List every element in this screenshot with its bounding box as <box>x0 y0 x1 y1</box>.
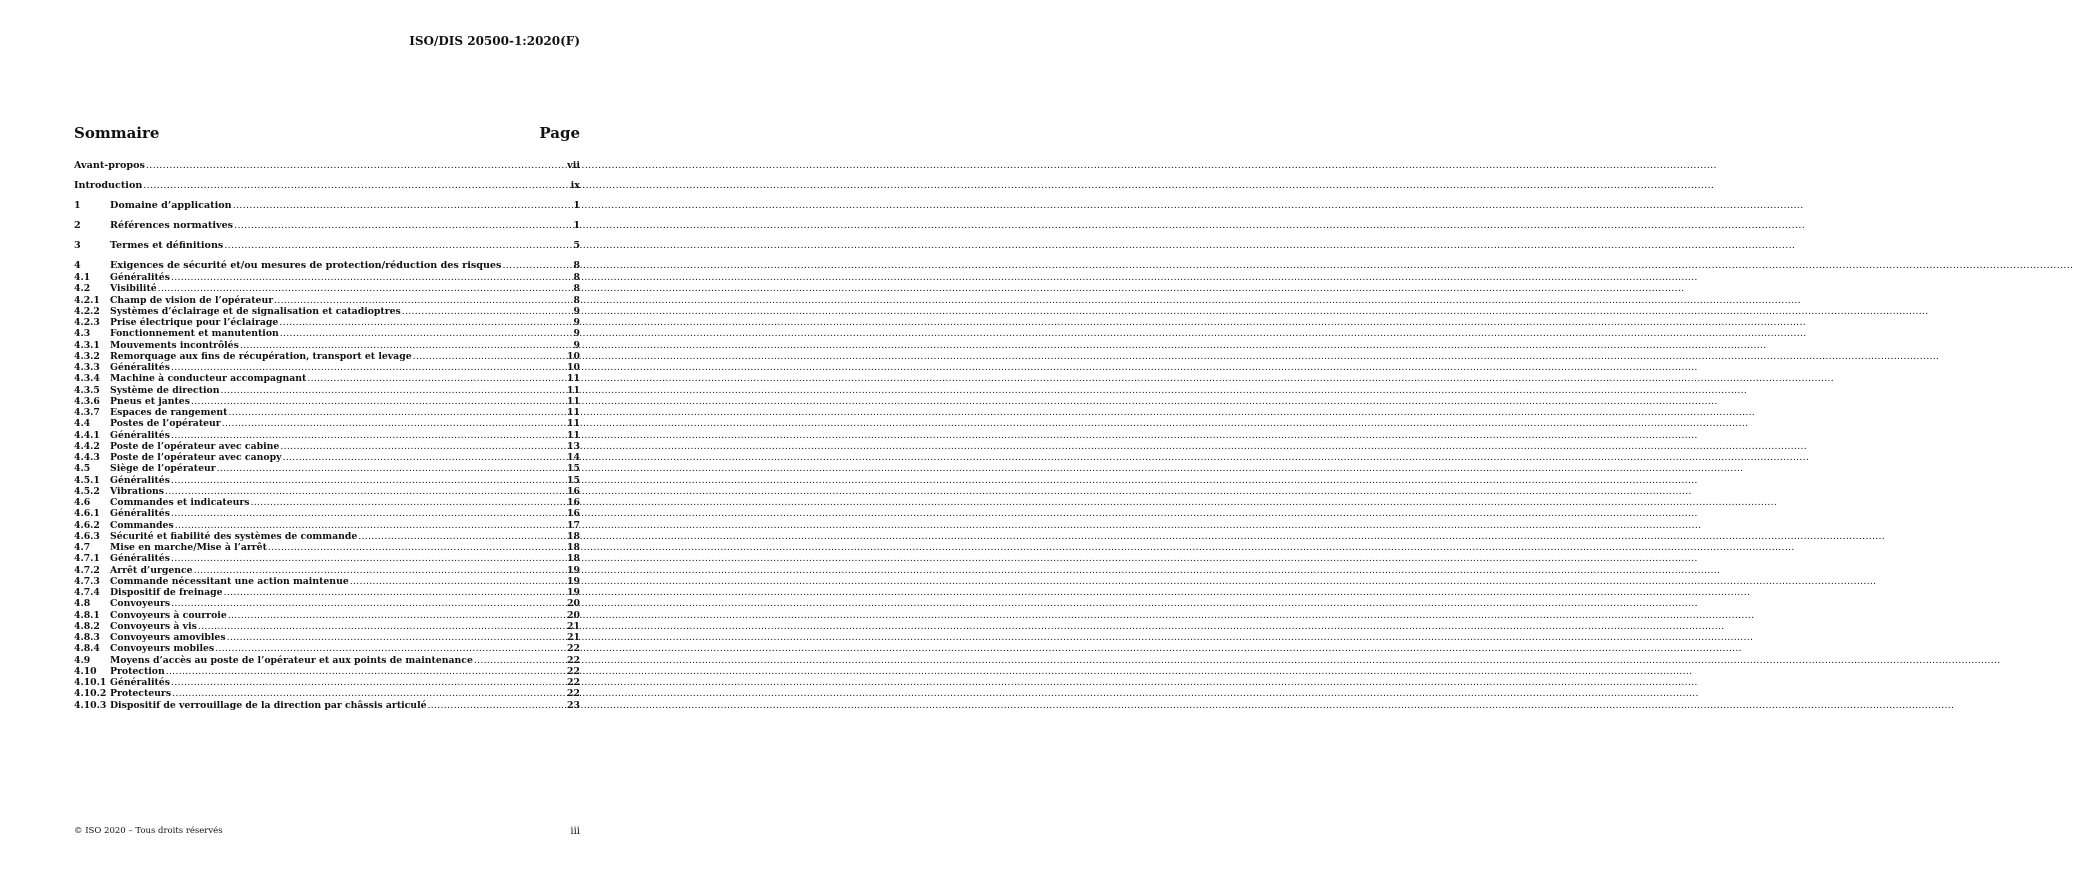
toc-entry-number: 4.3.5 <box>74 384 100 396</box>
toc-entry-title: Généralités <box>110 362 170 373</box>
toc-entry-title: Mise en marche/Mise à l’arrêt <box>110 542 267 553</box>
toc-leader-dots <box>268 542 566 553</box>
toc-entry[interactable] <box>74 240 580 252</box>
toc-entry-number: 4.7.1 <box>74 553 100 565</box>
toc-leader-dots <box>280 441 566 452</box>
toc-entry-number: 4.2.3 <box>74 317 100 328</box>
toc-entry[interactable] <box>74 531 580 542</box>
toc-entry-number: 4 <box>74 260 81 271</box>
toc-leader-dots <box>227 632 566 643</box>
toc-entry-page: 11 <box>567 407 580 418</box>
toc-entry[interactable] <box>74 666 580 677</box>
toc-entry-page: 19 <box>567 575 580 587</box>
toc-entry[interactable] <box>74 655 580 666</box>
toc-entry-number: 4.8.4 <box>74 643 100 655</box>
toc-entry-page: 19 <box>567 564 580 576</box>
toc-entry-number: 3 <box>74 240 81 251</box>
toc-entry-page: 9 <box>573 339 580 351</box>
toc-entry-page: 15 <box>567 474 580 486</box>
toc-leader-dots <box>224 240 572 252</box>
toc-entry-number: 4.6 <box>74 497 91 508</box>
toc-entry-number: 4.7 <box>74 542 91 553</box>
toc-entry[interactable] <box>74 677 580 688</box>
toc-entry-title: Références normatives <box>110 220 234 231</box>
toc-entry[interactable] <box>74 220 580 232</box>
toc-leader-dots <box>474 655 566 666</box>
toc-entry-title: Moyens d’accès au poste de l’opérateur et aux points de maintenance <box>110 654 473 666</box>
toc-entry-page: 16 <box>567 485 580 497</box>
toc-entry-page: 14 <box>567 452 580 463</box>
toc-entry-number: 4.9 <box>74 654 91 666</box>
toc-entry-page: 19 <box>567 587 580 598</box>
toc-leader-dots <box>171 362 566 373</box>
toc-entry-page: 22 <box>567 665 580 677</box>
toc-entry[interactable] <box>74 508 580 519</box>
toc-entry[interactable] <box>74 373 580 384</box>
toc-leader-dots <box>191 396 566 407</box>
toc-entry-title: Termes et définitions <box>110 240 224 251</box>
toc-entry-number: 4.3.2 <box>74 350 100 362</box>
toc-entry[interactable] <box>74 576 580 587</box>
toc-leader-dots <box>217 463 566 474</box>
toc-entry-page: 18 <box>567 542 580 553</box>
toc-entry-number: 4.3.7 <box>74 407 100 418</box>
toc-entry[interactable] <box>74 700 580 711</box>
toc-entry-page: 1 <box>573 220 580 231</box>
toc-entry-page: 22 <box>567 643 580 655</box>
toc-entry[interactable] <box>74 340 580 351</box>
toc-entry[interactable] <box>74 688 580 699</box>
toc-leader-dots <box>222 418 566 429</box>
toc-entry[interactable] <box>74 351 580 362</box>
toc-entry-number: 4.4.3 <box>74 452 100 463</box>
toc-entry-title: Généralités <box>110 272 170 283</box>
toc-entry-page: 8 <box>573 260 580 271</box>
toc-entry-page: 23 <box>567 699 580 711</box>
toc-leader-dots <box>224 587 566 598</box>
toc-entry-title: Commandes <box>110 519 174 531</box>
toc-entry-number: 4.7.2 <box>74 564 100 576</box>
toc-entry-number: 4.4.1 <box>74 429 100 441</box>
toc-entry-title: Généralités <box>110 677 170 688</box>
toc-leader-dots <box>402 306 573 317</box>
toc-entry-number: 4.10.3 <box>74 699 107 711</box>
toc-entry-title: Prise électrique pour l’éclairage <box>110 317 279 328</box>
toc-entry-title: Convoyeurs à courroie <box>110 609 227 621</box>
toc-entry-number: 4.5.2 <box>74 485 100 497</box>
toc-entry-page: 20 <box>567 598 580 610</box>
toc-entry[interactable] <box>74 565 580 576</box>
toc-entry-page: 11 <box>567 373 580 385</box>
toc-entry-title: Dispositif de verrouillage de la direction par châssis articulé <box>110 699 427 711</box>
toc-entry-number: 4.6.3 <box>74 530 100 542</box>
toc-entry[interactable] <box>74 452 580 463</box>
toc-entry-page: 5 <box>573 240 580 251</box>
toc-leader-dots <box>358 531 566 542</box>
toc-entry-page: 11 <box>567 395 580 407</box>
toc-entry-title: Convoyeurs mobiles <box>110 643 215 655</box>
toc-entry-number: 4.3 <box>74 328 91 340</box>
toc-entry-title: Pneus et jantes <box>110 395 190 407</box>
toc-entry-number: 4.3.3 <box>74 362 100 373</box>
toc-leader-dots <box>171 598 566 609</box>
toc-leader-dots <box>194 565 566 576</box>
toc-entry[interactable] <box>74 621 580 632</box>
toc-entry-title: Visibilité <box>110 283 157 295</box>
toc-entry[interactable] <box>74 362 580 373</box>
toc-entry[interactable] <box>74 610 580 621</box>
toc-leader-dots <box>502 260 572 272</box>
toc-entry[interactable] <box>74 317 580 328</box>
toc-leader-dots <box>165 486 566 497</box>
toc-entry-page: 15 <box>567 463 580 475</box>
toc-leader-dots <box>350 576 566 587</box>
toc-entry[interactable] <box>74 260 580 272</box>
toc-entry-page: 18 <box>567 530 580 542</box>
toc-entry-page: 8 <box>573 294 580 306</box>
toc-leader-dots <box>158 283 573 294</box>
toc-entry-title: Poste de l’opérateur avec canopy <box>110 452 282 463</box>
toc-entry-page: 21 <box>567 632 580 643</box>
toc-entry-number: 4.3.6 <box>74 395 100 407</box>
toc-entry-title: Espaces de rangement <box>110 407 228 418</box>
toc-title: Sommaire <box>74 124 160 142</box>
toc-entry[interactable] <box>74 542 580 553</box>
toc-leader-dots <box>307 373 566 384</box>
toc-entry-number: 4.10.2 <box>74 688 107 700</box>
toc-leader-dots <box>228 407 566 418</box>
toc-entry-page: 11 <box>567 418 580 430</box>
toc-entry-page: 11 <box>567 429 580 441</box>
toc-entry-page: 17 <box>567 519 580 531</box>
toc-entry-page: 9 <box>573 305 580 317</box>
toc-leader-dots <box>171 508 566 519</box>
toc-entry-page: 10 <box>567 362 580 373</box>
toc-entry-page: 8 <box>573 272 580 283</box>
toc-page-heading: Page <box>539 124 580 142</box>
toc-entry-page: 1 <box>573 200 580 211</box>
toc-leader-dots <box>171 677 566 688</box>
toc-entry-title: Remorquage aux fins de récupération, transport et levage <box>110 350 412 362</box>
toc-entry-page: 9 <box>573 328 580 340</box>
toc-entry-title: Champ de vision de l’opérateur <box>110 294 274 306</box>
page-footer <box>74 826 580 837</box>
toc-leader-dots <box>274 295 572 306</box>
toc-entry-title: Postes de l’opérateur <box>110 418 221 430</box>
toc-entry[interactable] <box>74 587 580 598</box>
toc-entry-number: 4.4 <box>74 418 91 430</box>
toc-entry-title: Introduction <box>74 180 143 191</box>
document-page <box>0 0 620 877</box>
toc-entry-title: Fonctionnement et manutention <box>110 328 279 340</box>
toc-entry-number: 4.5.1 <box>74 474 100 486</box>
toc-entry-title: Convoyeurs à vis <box>110 620 197 632</box>
toc-entry-number: 4.5 <box>74 463 91 475</box>
toc-entry-number: 4.4.2 <box>74 440 100 452</box>
document-id-header: ISO/DIS 20500-1:2020(F) <box>409 34 580 48</box>
toc-entry-number: 4.8 <box>74 598 91 610</box>
toc-leader-dots <box>172 688 566 699</box>
toc-entry-page: 10 <box>567 350 580 362</box>
toc-leader-dots <box>221 385 567 396</box>
toc-entry-title: Avant-propos <box>74 160 145 171</box>
toc-entry-page: 22 <box>567 654 580 666</box>
toc-entry-title: Sécurité et fiabilité des systèmes de commande <box>110 530 358 542</box>
toc-leader-dots <box>234 220 572 232</box>
toc-entry-number: 4.2.1 <box>74 294 100 306</box>
toc-leader-dots <box>428 700 567 711</box>
toc-entry-title: Généralités <box>110 474 170 486</box>
toc-entry-number: 4.8.3 <box>74 632 100 643</box>
toc-entry-title: Siège de l’opérateur <box>110 463 216 475</box>
toc-entry[interactable] <box>74 486 580 497</box>
toc-entry-number: 4.2 <box>74 283 91 295</box>
toc-entry-number: 4.3.1 <box>74 339 100 351</box>
toc-entry-title: Exigences de sécurité et/ou mesures de protection/réduction des risques <box>110 260 502 271</box>
toc-entry-number: 4.6.1 <box>74 508 100 520</box>
toc-entry-number: 4.6.2 <box>74 519 100 531</box>
toc-entry-page: 13 <box>567 440 580 452</box>
toc-entry-number: 4.2.2 <box>74 305 100 317</box>
toc-entry-number: 4.10 <box>74 665 97 677</box>
toc-entry-title: Machine à conducteur accompagnant <box>110 373 307 385</box>
toc-entry-number: 4.1 <box>74 272 91 283</box>
toc-entry-title: Commandes et indicateurs <box>110 497 250 508</box>
toc-entry-number: 4.3.4 <box>74 373 100 385</box>
toc-entry-page: 18 <box>567 553 580 565</box>
toc-entry[interactable] <box>74 418 580 429</box>
toc-entry[interactable] <box>74 463 580 474</box>
toc-entry-number: 1 <box>74 200 81 211</box>
toc-entry[interactable] <box>74 200 580 212</box>
toc-leader-dots <box>171 553 566 564</box>
toc-leader-dots <box>171 272 573 283</box>
toc-entry-title: Système de direction <box>110 384 220 396</box>
toc-entry[interactable] <box>74 441 580 452</box>
toc-entry[interactable] <box>74 328 580 339</box>
toc-entry-page: 21 <box>567 620 580 632</box>
toc-entry[interactable] <box>74 272 580 283</box>
toc-leader-dots <box>280 328 573 339</box>
toc-leader-dots <box>166 666 566 677</box>
toc-entry-title: Dispositif de freinage <box>110 587 223 598</box>
toc-leader-dots <box>215 643 566 654</box>
toc-entry-title: Protection <box>110 665 165 677</box>
toc-entry[interactable] <box>74 396 580 407</box>
toc-entry[interactable] <box>74 295 580 306</box>
toc-entry-title: Vibrations <box>110 485 165 497</box>
toc-leader-dots <box>198 621 566 632</box>
toc-entry[interactable] <box>74 283 580 294</box>
toc-entry-page: 16 <box>567 508 580 520</box>
toc-entry[interactable] <box>74 180 580 192</box>
toc-entry-title: Systèmes d’éclairage et de signalisation et catadioptres <box>110 305 401 317</box>
toc-leader-dots <box>251 497 567 508</box>
toc-leader-dots <box>413 351 566 362</box>
toc-entry-page: 20 <box>567 609 580 621</box>
toc-entry-page: 11 <box>567 384 580 396</box>
toc-entry-title: Généralités <box>110 429 170 441</box>
table-of-contents <box>74 160 580 711</box>
toc-entry-page: 22 <box>567 688 580 700</box>
toc-entry[interactable] <box>74 160 580 172</box>
toc-title-row <box>74 124 580 142</box>
toc-entry-page: 22 <box>567 677 580 688</box>
toc-entry[interactable] <box>74 553 580 564</box>
toc-entry-title: Généralités <box>110 508 170 520</box>
toc-entry-page: 8 <box>573 283 580 295</box>
toc-entry-number: 4.8.2 <box>74 620 100 632</box>
page-number: iii <box>570 826 580 837</box>
toc-entry-number: 4.8.1 <box>74 609 100 621</box>
toc-leader-dots <box>233 200 573 212</box>
toc-entry[interactable] <box>74 407 580 418</box>
toc-leader-dots <box>228 610 566 621</box>
toc-leader-dots <box>279 317 572 328</box>
toc-entry-number: 2 <box>74 220 81 231</box>
toc-leader-dots <box>240 340 573 351</box>
toc-entry[interactable] <box>74 520 580 531</box>
toc-leader-dots <box>171 430 566 441</box>
toc-entry-number: 4.10.1 <box>74 677 107 688</box>
toc-entry[interactable] <box>74 306 580 317</box>
toc-entry-number: 4.7.4 <box>74 587 100 598</box>
toc-entry[interactable] <box>74 643 580 654</box>
toc-entry-page: vii <box>567 160 580 171</box>
toc-entry[interactable] <box>74 598 580 609</box>
toc-entry[interactable] <box>74 497 580 508</box>
toc-entry-title: Généralités <box>110 553 170 565</box>
toc-leader-dots <box>171 475 566 486</box>
toc-entry[interactable] <box>74 385 580 396</box>
toc-leader-dots <box>175 520 566 531</box>
toc-entry-page: ix <box>570 180 580 191</box>
copyright-notice: © ISO 2020 – Tous droits réservés <box>74 826 223 836</box>
toc-entry-number: 4.7.3 <box>74 575 100 587</box>
toc-entry-title: Convoyeurs <box>110 598 171 610</box>
toc-entry-title: Protecteurs <box>110 688 172 700</box>
toc-entry-title: Arrêt d’urgence <box>110 564 193 576</box>
toc-entry[interactable] <box>74 475 580 486</box>
toc-entry[interactable] <box>74 632 580 643</box>
toc-leader-dots <box>146 160 566 172</box>
toc-entry-page: 16 <box>567 497 580 508</box>
toc-entry-title: Commande nécessitant une action maintenue <box>110 575 349 587</box>
toc-entry-page: 9 <box>573 317 580 328</box>
toc-entry-title: Poste de l’opérateur avec cabine <box>110 440 280 452</box>
toc-entry-title: Mouvements incontrôlés <box>110 339 239 351</box>
toc-entry-title: Convoyeurs amovibles <box>110 632 226 643</box>
toc-entry[interactable] <box>74 430 580 441</box>
toc-entry-title: Domaine d’application <box>110 200 232 211</box>
toc-leader-dots <box>143 180 569 192</box>
toc-leader-dots <box>282 452 566 463</box>
